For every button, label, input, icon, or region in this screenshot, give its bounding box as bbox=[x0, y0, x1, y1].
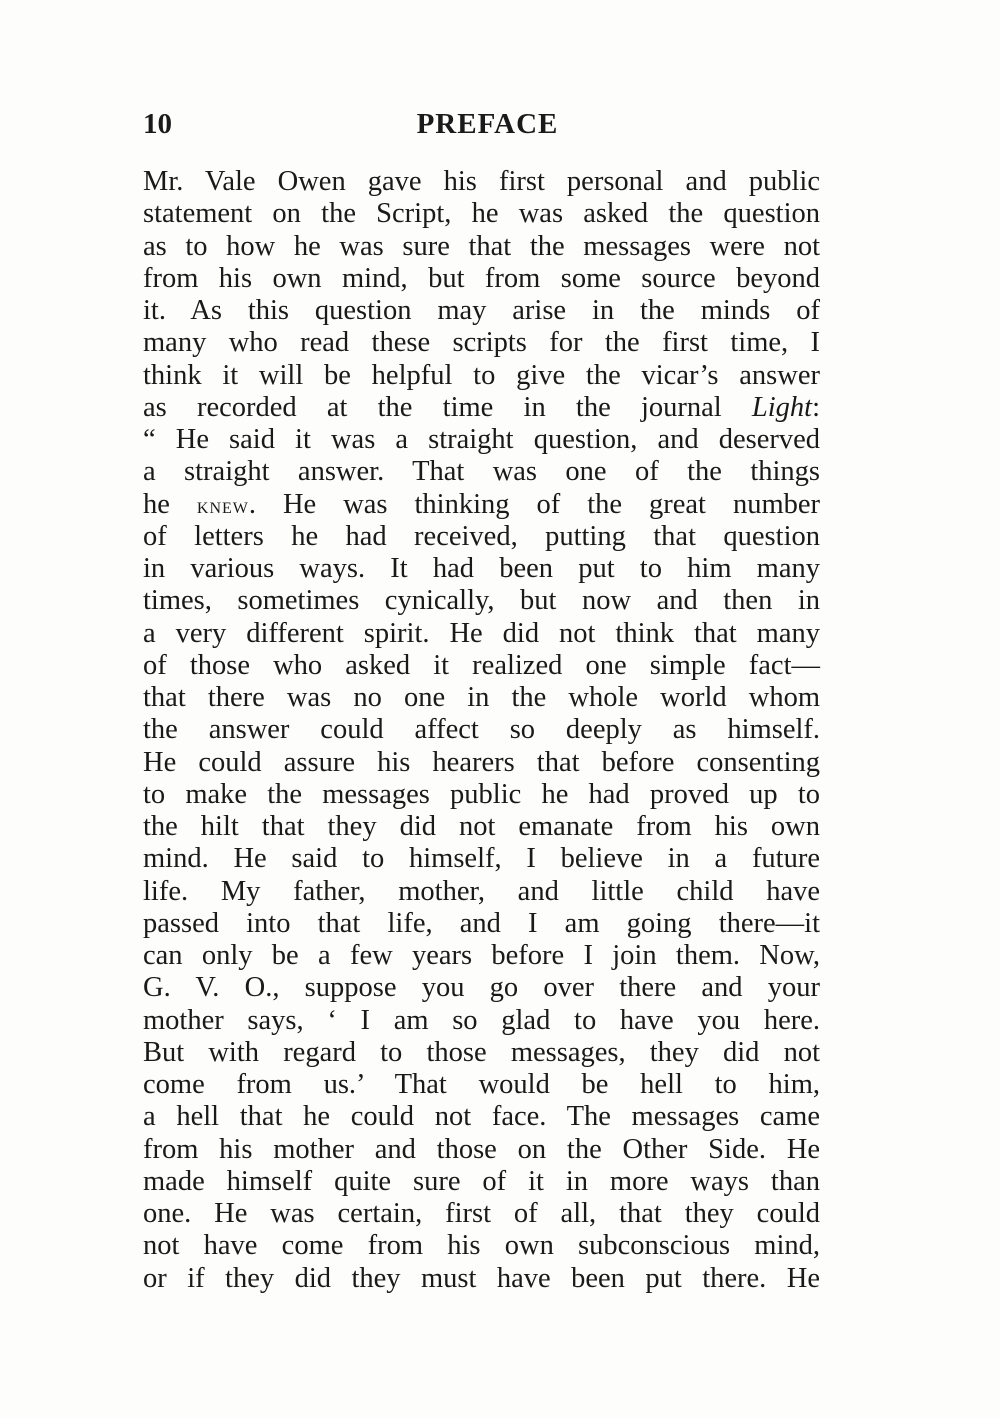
text-line: can only be a few years before I join them. Now, bbox=[143, 940, 820, 971]
text-line: one. He was certain, first of all, that they could bbox=[143, 1198, 820, 1229]
text-line: not have come from his own subconscious mind, bbox=[143, 1230, 820, 1262]
running-head: PREFACE bbox=[416, 108, 559, 140]
text-line-journal bbox=[143, 392, 820, 424]
text-segment: he bbox=[143, 488, 170, 520]
text-line-knew bbox=[143, 489, 820, 521]
body-text bbox=[143, 166, 820, 1295]
text-segment: : bbox=[812, 391, 820, 423]
text-line: G. V. O., suppose you go over there and your bbox=[143, 972, 820, 1004]
text-line: of letters he had received, putting that question bbox=[143, 520, 820, 552]
text-line: a hell that he could not face. The messages came bbox=[143, 1101, 820, 1133]
text-line: He could assure his hearers that before consenting bbox=[143, 746, 820, 778]
journal-title: Light bbox=[751, 391, 813, 423]
text-line: times, sometimes cynically, but now and then in bbox=[143, 585, 820, 617]
text-line: many who read these scripts for the first time, I bbox=[143, 327, 820, 359]
text-line: mind. He said to himself, I believe in a future bbox=[143, 843, 820, 875]
text-line: to make the messages public he had proved up to bbox=[143, 778, 820, 810]
text-line: made himself quite sure of it in more ways than bbox=[143, 1165, 820, 1197]
text-line: passed into that life, and I am going there—it bbox=[143, 907, 820, 939]
text-line: life. My father, mother, and little child have bbox=[143, 875, 820, 907]
text-line: think it will be helpful to give the vicar’s answer bbox=[143, 359, 820, 391]
text-segment: . He was thinking of the great number bbox=[248, 488, 820, 520]
text-line: statement on the Script, he was asked the question bbox=[143, 198, 820, 230]
text-line: in various ways. It had been put to him many bbox=[143, 553, 820, 584]
text-line: from his own mind, but from some source beyond bbox=[143, 262, 820, 294]
text-line: mother says, ‘ I am so glad to have you here. bbox=[143, 1004, 820, 1036]
text-line: or if they did they must have been put there. He bbox=[143, 1262, 820, 1294]
text-line: of those who asked it realized one simple fact— bbox=[143, 649, 820, 681]
text-line: the hilt that they did not emanate from his own bbox=[143, 811, 820, 842]
text-line: it. As this question may arise in the minds of bbox=[143, 295, 820, 326]
text-line: the answer could affect so deeply as himself. bbox=[143, 714, 820, 746]
page-header bbox=[143, 104, 820, 144]
text-line: a straight answer. That was one of the things bbox=[143, 456, 820, 488]
text-line: come from us.’ That would be hell to him, bbox=[143, 1069, 820, 1100]
text-line: “ He said it was a straight question, and deserved bbox=[143, 424, 820, 455]
text-line: from his mother and those on the Other Side. He bbox=[143, 1133, 820, 1165]
text-line: Mr. Vale Owen gave his first personal and public bbox=[143, 166, 820, 197]
text-line: as to how he was sure that the messages were not bbox=[143, 230, 820, 262]
text-line: But with regard to those messages, they did not bbox=[143, 1036, 820, 1068]
page-number: 10 bbox=[143, 108, 172, 140]
emphasis-knew: knew bbox=[196, 492, 249, 519]
text-segment: as recorded at the time in the journal bbox=[143, 391, 722, 423]
text-line: a very different spirit. He did not think that many bbox=[143, 617, 820, 649]
text-line: that there was no one in the whole world whom bbox=[143, 682, 820, 713]
